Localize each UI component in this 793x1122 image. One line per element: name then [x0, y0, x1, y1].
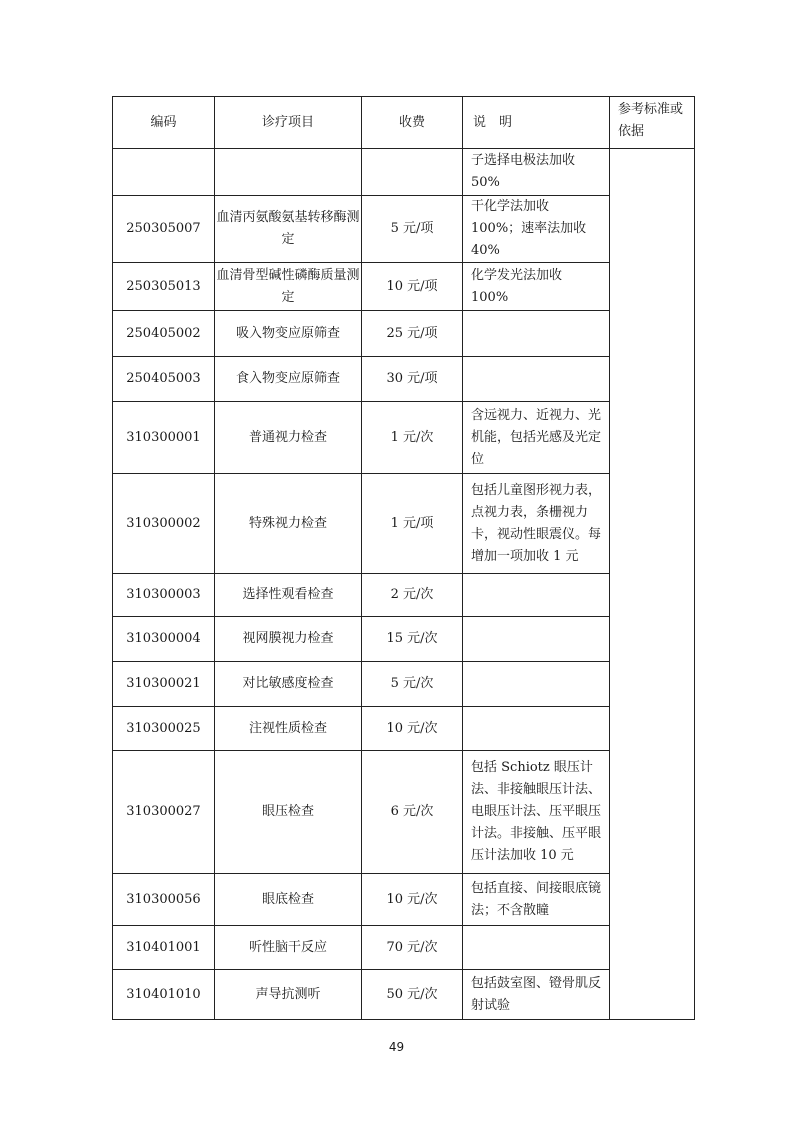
table-row: [113, 574, 695, 617]
cell-fee: 10 元/项: [362, 263, 463, 311]
cell-item: 注视性质检查: [215, 707, 362, 751]
cell-code: 250305013: [113, 263, 215, 311]
cell-fee: 50 元/次: [362, 970, 463, 1020]
cell-item: 对比敏感度检查: [215, 662, 362, 707]
cell-fee: 1 元/次: [362, 402, 463, 474]
cell-fee: 6 元/次: [362, 751, 463, 874]
cell-item: 听性脑干反应: [215, 926, 362, 970]
header-item: 诊疗项目: [215, 97, 362, 149]
cell-description: 化学发光法加收 100%: [463, 263, 610, 311]
cell-fee: 30 元/项: [362, 357, 463, 402]
page-number: 49: [388, 1040, 405, 1054]
cell-item: 血清骨型碱性磷酶质量测定: [215, 263, 362, 311]
cell-description: 干化学法加收 100%；速率法加收 40%: [463, 196, 610, 263]
cell-description: [463, 617, 610, 662]
cell-item: 普通视力检查: [215, 402, 362, 474]
cell-description: 包括儿童图形视力表，点视力表，条栅视力卡，视动性眼震仪。每增加一项加收 1 元: [463, 474, 610, 574]
cell-code: 310300027: [113, 751, 215, 874]
fee-table: [112, 96, 695, 1020]
table-row: [113, 402, 695, 474]
cell-fee: 25 元/项: [362, 311, 463, 357]
cell-code: 310300025: [113, 707, 215, 751]
cell-fee: 15 元/次: [362, 617, 463, 662]
header-reference: 参考标准或依据: [610, 97, 695, 149]
cell-item: 血清丙氨酸氨基转移酶测定: [215, 196, 362, 263]
cell-item: 眼底检查: [215, 874, 362, 926]
table-row: [113, 874, 695, 926]
cell-code: 310300021: [113, 662, 215, 707]
table-header-row: [113, 97, 695, 149]
cell-description: [463, 357, 610, 402]
cell-fee: 70 元/次: [362, 926, 463, 970]
cell-code: 310401010: [113, 970, 215, 1020]
cell-fee: 10 元/次: [362, 707, 463, 751]
table-row: [113, 617, 695, 662]
cell-description: 含远视力、近视力、光机能，包括光感及光定位: [463, 402, 610, 474]
cell-description: 包括 Schiotz 眼压计法、非接触眼压计法、电眼压计法、压平眼压计法。非接触、压平眼压计法加收 10 元: [463, 751, 610, 874]
cell-fee: 1 元/项: [362, 474, 463, 574]
cell-code: 250405002: [113, 311, 215, 357]
table-row: [113, 196, 695, 263]
cell-code: 310300002: [113, 474, 215, 574]
cell-fee: 10 元/次: [362, 874, 463, 926]
header-fee: 收费: [362, 97, 463, 149]
cell-description: 包括直接、间接眼底镜法；不含散瞳: [463, 874, 610, 926]
table-row: [113, 707, 695, 751]
cell-reference: [610, 149, 695, 1020]
cell-description: [463, 311, 610, 357]
cell-code: 310401001: [113, 926, 215, 970]
header-code: 编码: [113, 97, 215, 149]
cell-item: 特殊视力检查: [215, 474, 362, 574]
cell-description: 子选择电极法加收50%: [463, 149, 610, 196]
table-row: [113, 263, 695, 311]
cell-item: 声导抗测听: [215, 970, 362, 1020]
cell-code: 250305007: [113, 196, 215, 263]
header-description: 说 明: [463, 97, 610, 149]
cell-fee: 5 元/次: [362, 662, 463, 707]
cell-code: [113, 149, 215, 196]
cell-item: 选择性观看检查: [215, 574, 362, 617]
cell-code: 250405003: [113, 357, 215, 402]
table-row: [113, 474, 695, 574]
cell-code: 310300056: [113, 874, 215, 926]
cell-description: 包括鼓室图、镫骨肌反射试验: [463, 970, 610, 1020]
cell-description: [463, 926, 610, 970]
cell-item: 吸入物变应原筛查: [215, 311, 362, 357]
table-row: [113, 357, 695, 402]
cell-code: 310300004: [113, 617, 215, 662]
cell-fee: 2 元/次: [362, 574, 463, 617]
cell-code: 310300003: [113, 574, 215, 617]
cell-item: 视网膜视力检查: [215, 617, 362, 662]
table-row: [113, 970, 695, 1020]
cell-description: [463, 707, 610, 751]
table-row: [113, 751, 695, 874]
table-row: [113, 149, 695, 196]
cell-fee: 5 元/项: [362, 196, 463, 263]
cell-item: [215, 149, 362, 196]
table-row: [113, 311, 695, 357]
cell-item: 食入物变应原筛查: [215, 357, 362, 402]
cell-item: 眼压检查: [215, 751, 362, 874]
cell-description: [463, 662, 610, 707]
cell-code: 310300001: [113, 402, 215, 474]
table-row: [113, 926, 695, 970]
table-row: [113, 662, 695, 707]
cell-description: [463, 574, 610, 617]
cell-fee: [362, 149, 463, 196]
